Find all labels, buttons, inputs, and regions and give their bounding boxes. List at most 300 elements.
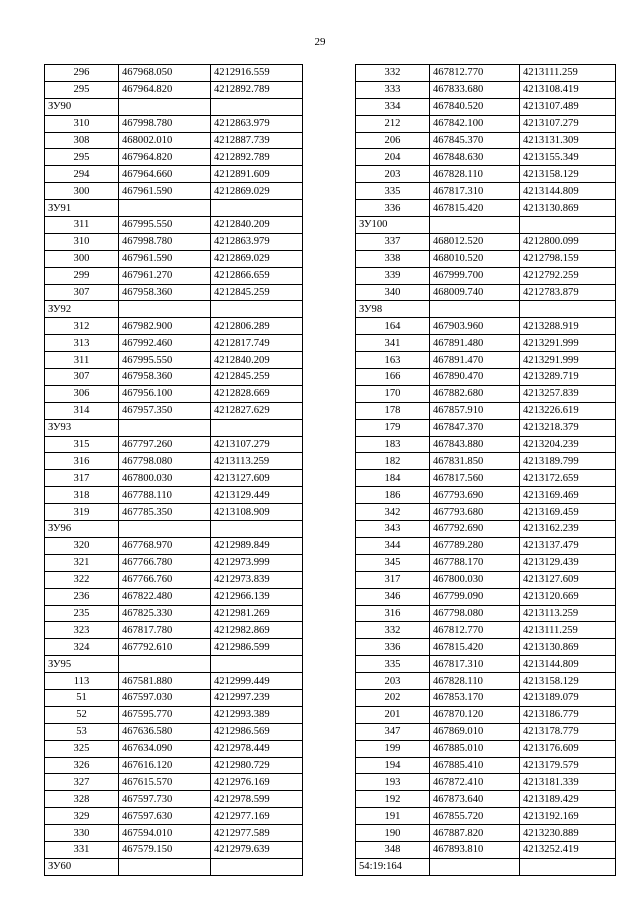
x-coordinate-cell: 467788.110 — [119, 487, 211, 504]
parcel-label-row — [45, 301, 303, 318]
y-coordinate-cell: 4212973.999 — [211, 554, 303, 571]
point-number-cell: 192 — [356, 791, 430, 808]
table-row — [356, 132, 616, 149]
point-number-cell: 296 — [45, 65, 119, 82]
parcel-label-cell: ЗУ60 — [45, 858, 119, 875]
point-number-cell: 170 — [356, 385, 430, 402]
x-coordinate-cell: 467831.850 — [430, 453, 520, 470]
parcel-label-row — [356, 217, 616, 234]
x-coordinate-cell: 468002.010 — [119, 132, 211, 149]
parcel-label-cell: ЗУ93 — [45, 419, 119, 436]
table-row — [356, 233, 616, 250]
table-row — [45, 791, 303, 808]
table-row — [356, 740, 616, 757]
y-coordinate-cell: 4213127.609 — [211, 470, 303, 487]
table-row — [45, 740, 303, 757]
y-coordinate-cell: 4212978.599 — [211, 791, 303, 808]
x-coordinate-cell: 468012.520 — [430, 233, 520, 250]
y-coordinate-cell: 4212827.629 — [211, 402, 303, 419]
parcel-label-cell: ЗУ90 — [45, 98, 119, 115]
x-coordinate-cell: 467964.820 — [119, 149, 211, 166]
table-row — [45, 183, 303, 200]
table-row — [45, 808, 303, 825]
point-number-cell: 300 — [45, 183, 119, 200]
y-coordinate-cell: 4213113.259 — [520, 605, 616, 622]
y-coordinate-cell: 4212978.449 — [211, 740, 303, 757]
table-row — [45, 284, 303, 301]
x-coordinate-cell: 467817.310 — [430, 183, 520, 200]
x-coordinate-cell: 467870.120 — [430, 706, 520, 723]
y-coordinate-cell: 4212973.839 — [211, 571, 303, 588]
x-coordinate-cell: 467800.030 — [430, 571, 520, 588]
table-row — [45, 605, 303, 622]
parcel-label-row — [45, 98, 303, 115]
point-number-cell: 335 — [356, 183, 430, 200]
table-row — [356, 622, 616, 639]
y-coordinate-cell: 4212997.239 — [211, 689, 303, 706]
x-coordinate-cell: 467789.280 — [430, 537, 520, 554]
table-row — [356, 267, 616, 284]
table-row — [356, 149, 616, 166]
point-number-cell: 113 — [45, 673, 119, 690]
x-coordinate-cell: 467872.410 — [430, 774, 520, 791]
point-number-cell: 327 — [45, 774, 119, 791]
y-coordinate-cell: 4212792.259 — [520, 267, 616, 284]
table-row — [45, 673, 303, 690]
y-coordinate-cell: 4212986.569 — [211, 723, 303, 740]
point-number-cell: 194 — [356, 757, 430, 774]
y-coordinate-cell: 4212845.259 — [211, 284, 303, 301]
x-coordinate-cell: 467581.880 — [119, 673, 211, 690]
y-coordinate-cell: 4212980.729 — [211, 757, 303, 774]
point-number-cell: 338 — [356, 250, 430, 267]
point-number-cell: 186 — [356, 487, 430, 504]
table-row — [356, 537, 616, 554]
y-coordinate-cell: 4213107.279 — [211, 436, 303, 453]
y-coordinate-cell: 4213113.259 — [211, 453, 303, 470]
table-row — [356, 385, 616, 402]
table-row — [356, 757, 616, 774]
y-coordinate-cell: 4213169.459 — [520, 504, 616, 521]
y-coordinate-cell: 4212845.259 — [211, 369, 303, 386]
y-coordinate-cell: 4212806.289 — [211, 318, 303, 335]
parcel-label-row — [45, 858, 303, 875]
point-number-cell: 346 — [356, 588, 430, 605]
parcel-label-row — [45, 200, 303, 217]
y-coordinate-cell: 4212840.209 — [211, 217, 303, 234]
x-coordinate-cell — [119, 656, 211, 673]
parcel-label-cell: ЗУ96 — [45, 521, 119, 538]
x-coordinate-cell: 467847.370 — [430, 419, 520, 436]
x-coordinate-cell: 467958.360 — [119, 369, 211, 386]
x-coordinate-cell: 467891.480 — [430, 335, 520, 352]
y-coordinate-cell: 4213218.379 — [520, 419, 616, 436]
y-coordinate-cell: 4213130.869 — [520, 639, 616, 656]
y-coordinate-cell: 4213181.339 — [520, 774, 616, 791]
coordinates-table-right — [355, 64, 616, 876]
y-coordinate-cell: 4213111.259 — [520, 65, 616, 82]
y-coordinate-cell: 4213127.609 — [520, 571, 616, 588]
y-coordinate-cell: 4213186.779 — [520, 706, 616, 723]
y-coordinate-cell: 4212977.169 — [211, 808, 303, 825]
x-coordinate-cell: 467815.420 — [430, 639, 520, 656]
y-coordinate-cell: 4212979.639 — [211, 841, 303, 858]
x-coordinate-cell: 467855.720 — [430, 808, 520, 825]
y-coordinate-cell: 4212993.389 — [211, 706, 303, 723]
y-coordinate-cell: 4213169.469 — [520, 487, 616, 504]
point-number-cell: 336 — [356, 639, 430, 656]
point-number-cell: 345 — [356, 554, 430, 571]
y-coordinate-cell: 4212976.169 — [211, 774, 303, 791]
y-coordinate-cell: 4213107.279 — [520, 115, 616, 132]
table-row — [356, 673, 616, 690]
point-number-cell: 190 — [356, 825, 430, 842]
point-number-cell: 306 — [45, 385, 119, 402]
point-number-cell: 193 — [356, 774, 430, 791]
x-coordinate-cell: 467992.460 — [119, 335, 211, 352]
point-number-cell: 332 — [356, 65, 430, 82]
y-coordinate-cell: 4213131.309 — [520, 132, 616, 149]
point-number-cell: 300 — [45, 250, 119, 267]
table-row — [356, 808, 616, 825]
y-coordinate-cell: 4213144.809 — [520, 656, 616, 673]
y-coordinate-cell: 4212863.979 — [211, 233, 303, 250]
point-number-cell: 308 — [45, 132, 119, 149]
parcel-label-cell: ЗУ95 — [45, 656, 119, 673]
x-coordinate-cell: 467597.630 — [119, 808, 211, 825]
x-coordinate-cell: 467958.360 — [119, 284, 211, 301]
table-row — [45, 233, 303, 250]
y-coordinate-cell: 4212869.029 — [211, 250, 303, 267]
point-number-cell: 164 — [356, 318, 430, 335]
y-coordinate-cell: 4213137.479 — [520, 537, 616, 554]
x-coordinate-cell: 467982.900 — [119, 318, 211, 335]
point-number-cell: 202 — [356, 689, 430, 706]
point-number-cell: 51 — [45, 689, 119, 706]
point-number-cell: 166 — [356, 369, 430, 386]
table-row — [45, 217, 303, 234]
table-row — [45, 318, 303, 335]
point-number-cell: 320 — [45, 537, 119, 554]
y-coordinate-cell: 4213179.579 — [520, 757, 616, 774]
y-coordinate-cell: 4213291.999 — [520, 335, 616, 352]
y-coordinate-cell: 4212982.869 — [211, 622, 303, 639]
y-coordinate-cell: 4213111.259 — [520, 622, 616, 639]
y-coordinate-cell: 4213291.999 — [520, 352, 616, 369]
parcel-label-cell: ЗУ91 — [45, 200, 119, 217]
y-coordinate-cell: 4212977.589 — [211, 825, 303, 842]
x-coordinate-cell: 467869.010 — [430, 723, 520, 740]
point-number-cell: 307 — [45, 284, 119, 301]
x-coordinate-cell: 467812.770 — [430, 622, 520, 639]
point-number-cell: 329 — [45, 808, 119, 825]
y-coordinate-cell: 4212916.559 — [211, 65, 303, 82]
x-coordinate-cell: 467998.780 — [119, 115, 211, 132]
table-row — [45, 504, 303, 521]
x-coordinate-cell: 467792.690 — [430, 521, 520, 538]
table-row — [356, 284, 616, 301]
y-coordinate-cell: 4212798.159 — [520, 250, 616, 267]
x-coordinate-cell: 467893.810 — [430, 841, 520, 858]
point-number-cell: 343 — [356, 521, 430, 538]
point-number-cell: 182 — [356, 453, 430, 470]
x-coordinate-cell: 468009.740 — [430, 284, 520, 301]
y-coordinate-cell — [211, 200, 303, 217]
point-number-cell: 335 — [356, 656, 430, 673]
x-coordinate-cell: 467766.780 — [119, 554, 211, 571]
table-row — [356, 605, 616, 622]
x-coordinate-cell: 467995.550 — [119, 352, 211, 369]
x-coordinate-cell: 467828.110 — [430, 673, 520, 690]
y-coordinate-cell: 4213226.619 — [520, 402, 616, 419]
x-coordinate-cell — [119, 521, 211, 538]
x-coordinate-cell: 467956.100 — [119, 385, 211, 402]
table-row — [356, 419, 616, 436]
table-row — [45, 369, 303, 386]
point-number-cell: 311 — [45, 217, 119, 234]
x-coordinate-cell: 467812.770 — [430, 65, 520, 82]
point-number-cell: 183 — [356, 436, 430, 453]
y-coordinate-cell: 4212989.849 — [211, 537, 303, 554]
table-row — [356, 166, 616, 183]
x-coordinate-cell: 467964.660 — [119, 166, 211, 183]
parcel-label-cell: ЗУ98 — [356, 301, 430, 318]
table-row — [45, 149, 303, 166]
x-coordinate-cell — [119, 301, 211, 318]
point-number-cell: 323 — [45, 622, 119, 639]
y-coordinate-cell: 4212892.789 — [211, 81, 303, 98]
point-number-cell: 348 — [356, 841, 430, 858]
y-coordinate-cell: 4212892.789 — [211, 149, 303, 166]
table-row — [45, 166, 303, 183]
point-number-cell: 313 — [45, 335, 119, 352]
point-number-cell: 344 — [356, 537, 430, 554]
x-coordinate-cell: 467597.730 — [119, 791, 211, 808]
point-number-cell: 316 — [356, 605, 430, 622]
table-row — [356, 774, 616, 791]
x-coordinate-cell: 467798.080 — [430, 605, 520, 622]
point-number-cell: 337 — [356, 233, 430, 250]
point-number-cell: 339 — [356, 267, 430, 284]
table-row — [45, 774, 303, 791]
table-row — [45, 250, 303, 267]
x-coordinate-cell: 467797.260 — [119, 436, 211, 453]
x-coordinate-cell: 467595.770 — [119, 706, 211, 723]
x-coordinate-cell: 467766.760 — [119, 571, 211, 588]
y-coordinate-cell: 4212887.739 — [211, 132, 303, 149]
table-row — [356, 825, 616, 842]
table-row — [356, 183, 616, 200]
x-coordinate-cell: 467890.470 — [430, 369, 520, 386]
table-row — [356, 588, 616, 605]
table-row — [356, 689, 616, 706]
table-row — [45, 115, 303, 132]
table-row — [45, 385, 303, 402]
x-coordinate-cell: 467800.030 — [119, 470, 211, 487]
y-coordinate-cell — [520, 301, 616, 318]
y-coordinate-cell — [211, 656, 303, 673]
x-coordinate-cell: 467843.880 — [430, 436, 520, 453]
y-coordinate-cell: 4213176.609 — [520, 740, 616, 757]
parcel-label-row — [356, 858, 616, 875]
coordinates-table-left — [44, 64, 303, 876]
y-coordinate-cell — [211, 301, 303, 318]
point-number-cell: 317 — [45, 470, 119, 487]
table-row — [45, 470, 303, 487]
y-coordinate-cell: 4213172.659 — [520, 470, 616, 487]
x-coordinate-cell: 467840.520 — [430, 98, 520, 115]
point-number-cell: 203 — [356, 673, 430, 690]
y-coordinate-cell: 4213158.129 — [520, 166, 616, 183]
x-coordinate-cell: 467891.470 — [430, 352, 520, 369]
x-coordinate-cell: 467857.910 — [430, 402, 520, 419]
x-coordinate-cell: 467999.700 — [430, 267, 520, 284]
point-number-cell: 295 — [45, 81, 119, 98]
point-number-cell: 331 — [45, 841, 119, 858]
x-coordinate-cell — [119, 419, 211, 436]
table-row — [356, 723, 616, 740]
point-number-cell: 206 — [356, 132, 430, 149]
y-coordinate-cell: 4212966.139 — [211, 588, 303, 605]
table-row — [45, 571, 303, 588]
x-coordinate-cell: 467817.780 — [119, 622, 211, 639]
point-number-cell: 295 — [45, 149, 119, 166]
point-number-cell: 340 — [356, 284, 430, 301]
point-number-cell: 317 — [356, 571, 430, 588]
point-number-cell: 236 — [45, 588, 119, 605]
y-coordinate-cell: 4213189.429 — [520, 791, 616, 808]
table-row — [45, 436, 303, 453]
point-number-cell: 336 — [356, 200, 430, 217]
point-number-cell: 178 — [356, 402, 430, 419]
table-row — [356, 81, 616, 98]
table-row — [45, 267, 303, 284]
table-row — [356, 402, 616, 419]
point-number-cell: 347 — [356, 723, 430, 740]
point-number-cell: 191 — [356, 808, 430, 825]
x-coordinate-cell — [430, 301, 520, 318]
table-row — [356, 250, 616, 267]
x-coordinate-cell: 467798.080 — [119, 453, 211, 470]
table-row — [356, 791, 616, 808]
x-coordinate-cell: 467833.680 — [430, 81, 520, 98]
table-row — [45, 81, 303, 98]
point-number-cell: 342 — [356, 504, 430, 521]
table-row — [356, 65, 616, 82]
y-coordinate-cell: 4213162.239 — [520, 521, 616, 538]
point-number-cell: 328 — [45, 791, 119, 808]
parcel-label-cell: ЗУ92 — [45, 301, 119, 318]
x-coordinate-cell: 467597.030 — [119, 689, 211, 706]
y-coordinate-cell: 4212866.659 — [211, 267, 303, 284]
point-number-cell: 332 — [356, 622, 430, 639]
page-number: 29 — [314, 36, 326, 48]
y-coordinate-cell: 4213204.239 — [520, 436, 616, 453]
x-coordinate-cell: 467964.820 — [119, 81, 211, 98]
table-row — [356, 335, 616, 352]
table-row — [356, 521, 616, 538]
table-row — [45, 841, 303, 858]
y-coordinate-cell: 4212986.599 — [211, 639, 303, 656]
y-coordinate-cell: 4212817.749 — [211, 335, 303, 352]
point-number-cell: 199 — [356, 740, 430, 757]
point-number-cell: 334 — [356, 98, 430, 115]
parcel-label-row — [45, 656, 303, 673]
x-coordinate-cell: 467634.090 — [119, 740, 211, 757]
table-row — [45, 402, 303, 419]
y-coordinate-cell: 4213178.779 — [520, 723, 616, 740]
point-number-cell: 311 — [45, 352, 119, 369]
point-number-cell: 310 — [45, 233, 119, 250]
point-number-cell: 53 — [45, 723, 119, 740]
table-row — [45, 352, 303, 369]
x-coordinate-cell: 467579.150 — [119, 841, 211, 858]
table-row — [356, 504, 616, 521]
x-coordinate-cell — [119, 858, 211, 875]
y-coordinate-cell: 4213155.349 — [520, 149, 616, 166]
table-row — [45, 757, 303, 774]
parcel-label-cell: 54:19:164 — [356, 858, 430, 875]
table-row — [45, 825, 303, 842]
point-number-cell: 330 — [45, 825, 119, 842]
x-coordinate-cell: 467961.590 — [119, 250, 211, 267]
y-coordinate-cell: 4213129.449 — [211, 487, 303, 504]
x-coordinate-cell: 467828.110 — [430, 166, 520, 183]
x-coordinate-cell: 467961.590 — [119, 183, 211, 200]
x-coordinate-cell: 467817.560 — [430, 470, 520, 487]
point-number-cell: 179 — [356, 419, 430, 436]
point-number-cell: 184 — [356, 470, 430, 487]
x-coordinate-cell: 467799.090 — [430, 588, 520, 605]
parcel-label-row — [45, 521, 303, 538]
point-number-cell: 307 — [45, 369, 119, 386]
table-row — [356, 318, 616, 335]
table-row — [356, 571, 616, 588]
y-coordinate-cell: 4213189.799 — [520, 453, 616, 470]
y-coordinate-cell: 4213189.079 — [520, 689, 616, 706]
y-coordinate-cell: 4213230.889 — [520, 825, 616, 842]
table-row — [356, 453, 616, 470]
table-row — [356, 554, 616, 571]
y-coordinate-cell: 4213108.909 — [211, 504, 303, 521]
table-row — [356, 841, 616, 858]
point-number-cell: 315 — [45, 436, 119, 453]
table-row — [45, 706, 303, 723]
x-coordinate-cell: 467616.120 — [119, 757, 211, 774]
x-coordinate-cell: 468010.520 — [430, 250, 520, 267]
x-coordinate-cell: 467793.690 — [430, 487, 520, 504]
y-coordinate-cell — [520, 858, 616, 875]
x-coordinate-cell: 467885.010 — [430, 740, 520, 757]
x-coordinate-cell: 467998.780 — [119, 233, 211, 250]
x-coordinate-cell: 467903.960 — [430, 318, 520, 335]
x-coordinate-cell: 467882.680 — [430, 385, 520, 402]
y-coordinate-cell — [520, 217, 616, 234]
x-coordinate-cell: 467848.630 — [430, 149, 520, 166]
x-coordinate-cell: 467785.350 — [119, 504, 211, 521]
y-coordinate-cell: 4213120.669 — [520, 588, 616, 605]
table-row — [356, 487, 616, 504]
y-coordinate-cell: 4213108.419 — [520, 81, 616, 98]
table-row — [45, 65, 303, 82]
table-row — [356, 706, 616, 723]
y-coordinate-cell: 4213129.439 — [520, 554, 616, 571]
point-number-cell: 321 — [45, 554, 119, 571]
x-coordinate-cell: 467961.270 — [119, 267, 211, 284]
table-row — [356, 369, 616, 386]
y-coordinate-cell: 4212828.669 — [211, 385, 303, 402]
point-number-cell: 324 — [45, 639, 119, 656]
